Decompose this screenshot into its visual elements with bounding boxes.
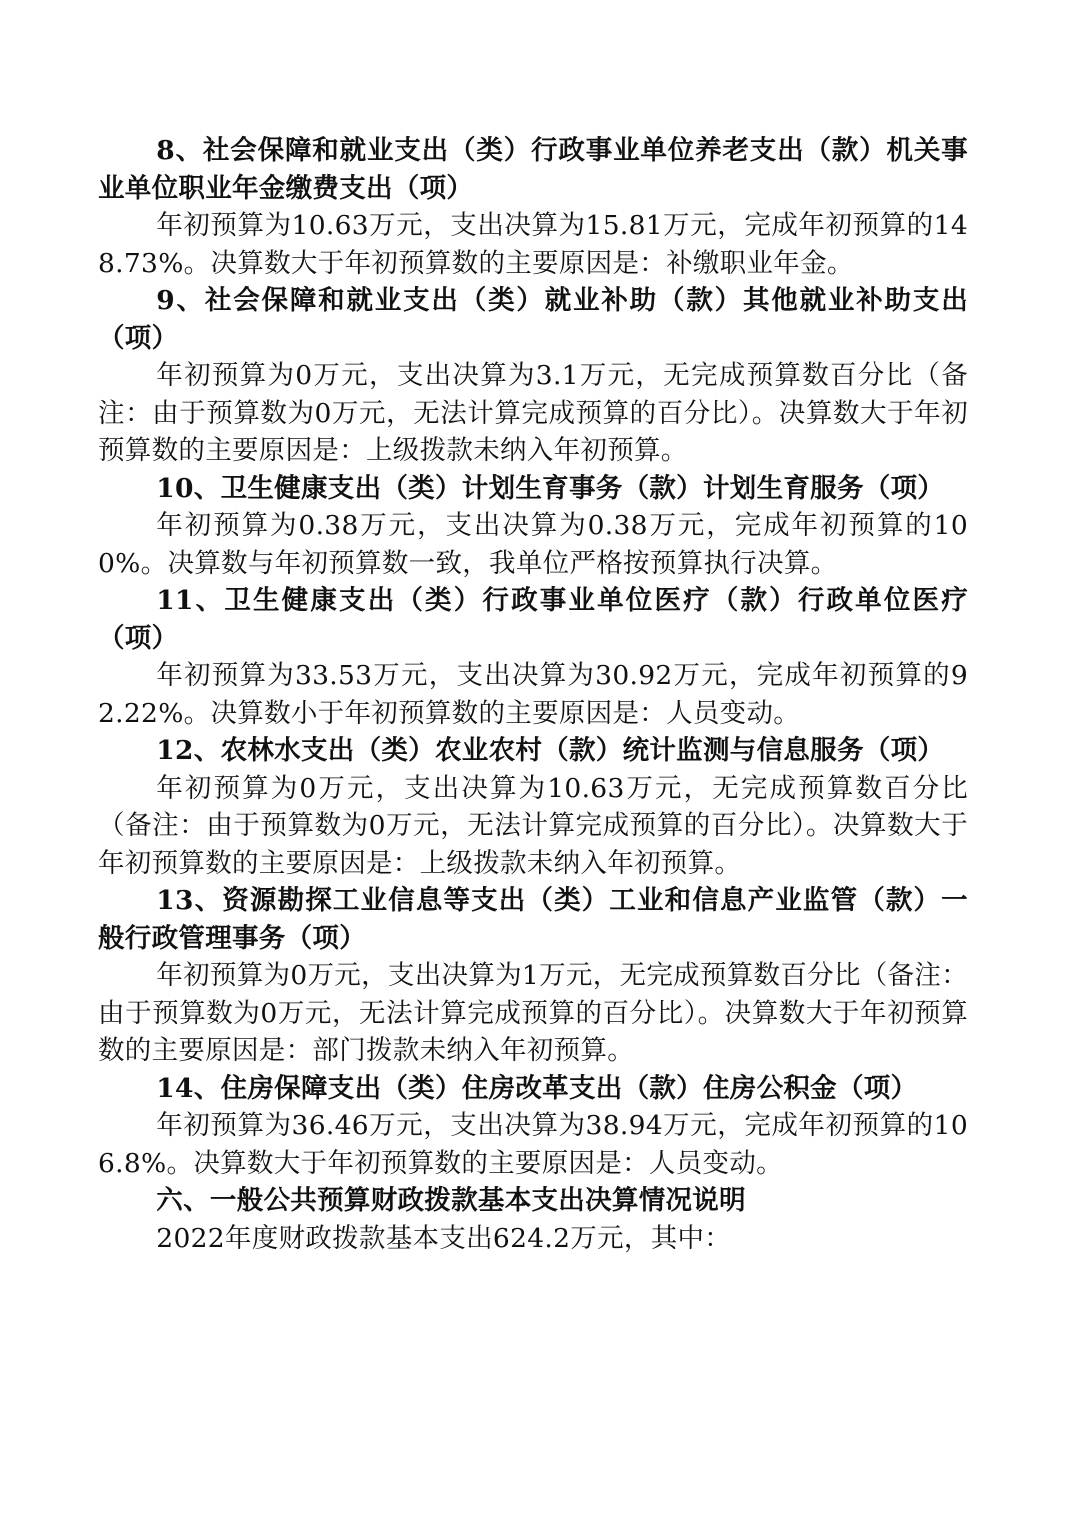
section-heading-six: 六、一般公共预算财政拨款基本支出决算情况说明 [156, 1185, 746, 1216]
body-paragraph-12: 年初预算为0万元，支出决算为10.63万元，无完成预算数百分比（备注：由于预算数为0万元，无法计算完成预算的百分比）。决算数大于年初预算数的主要原因是：上级拨款未纳入年初预算。 [98, 772, 968, 879]
body-paragraph-9: 年初预算为0万元，支出决算为3.1万元，无完成预算数百分比（备注：由于预算数为0万元，无法计算完成预算的百分比）。决算数大于年初预算数的主要原因是：上级拨款未纳入年初预算。 [98, 360, 968, 466]
section-heading-10: 10、卫生健康支出（类）计划生育事务（款）计划生育服务（项） [156, 472, 945, 504]
body-paragraph-14: 年初预算为36.46万元，支出决算为38.94万元，完成年初预算的106.8%。决算数大于年初预算数的主要原因是：人员变动。 [98, 1110, 968, 1179]
document-page [98, 132, 968, 1257]
body-paragraph-8: 年初预算为10.63万元，支出决算为15.81万元，完成年初预算的148.73%。决算数大于年初预算数的主要原因是：补缴职业年金。 [98, 210, 968, 279]
section-heading-11: 11、卫生健康支出（类）行政事业单位医疗（款）行政单位医疗（项） [98, 585, 968, 654]
body-paragraph-11: 年初预算为33.53万元，支出决算为30.92万元，完成年初预算的92.22%。决算数小于年初预算数的主要原因是：人员变动。 [98, 660, 968, 729]
body-paragraph-six: 2022年度财政拨款基本支出624.2万元，其中： [156, 1222, 732, 1254]
body-paragraph-10: 年初预算为0.38万元，支出决算为0.38万元，完成年初预算的100%。决算数与年初预算数一致，我单位严格按预算执行决算。 [98, 510, 968, 579]
section-heading-12: 12、农林水支出（类）农业农村（款）统计监测与信息服务（项） [156, 735, 945, 766]
section-heading-8: 8、社会保障和就业支出（类）行政事业单位养老支出（款）机关事业单位职业年金缴费支出（项） [98, 135, 968, 204]
section-heading-9: 9、社会保障和就业支出（类）就业补助（款）其他就业补助支出（项） [98, 285, 968, 354]
body-paragraph-13: 年初预算为0万元，支出决算为1万元，无完成预算数百分比（备注：由于预算数为0万元，无法计算完成预算的百分比）。决算数大于年初预算数的主要原因是：部门拨款未纳入年初预算。 [98, 960, 968, 1066]
section-heading-14: 14、住房保障支出（类）住房改革支出（款）住房公积金（项） [156, 1072, 918, 1104]
section-heading-13: 13、资源勘探工业信息等支出（类）工业和信息产业监管（款）一般行政管理事务（项） [98, 885, 968, 954]
